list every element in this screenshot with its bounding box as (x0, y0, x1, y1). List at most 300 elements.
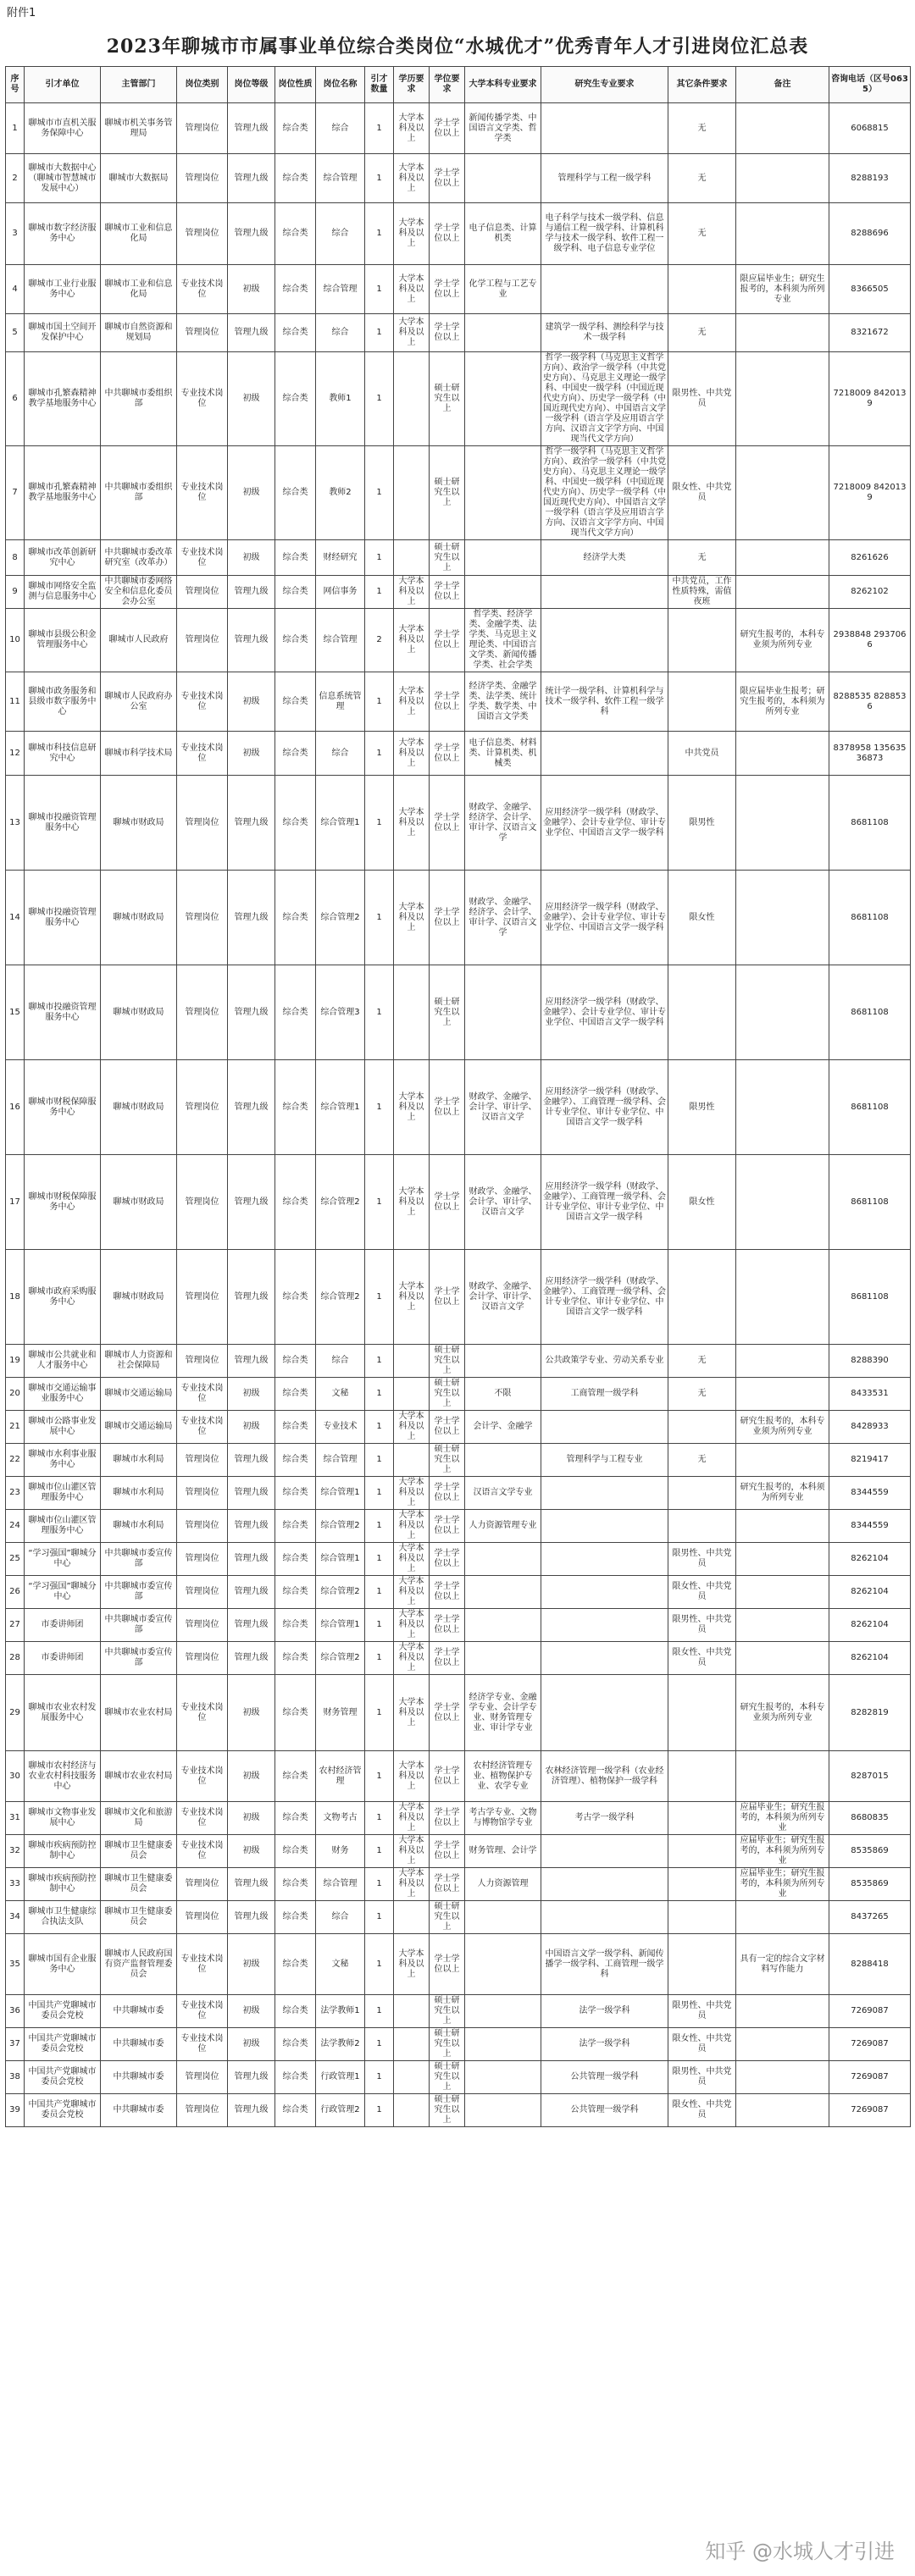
table-cell (736, 2094, 829, 2127)
table-row (6, 732, 911, 776)
table-cell: 研究生报考的，本科专业须为所列专业 (736, 1675, 829, 1751)
table-cell: 管理岗位 (177, 1444, 228, 1477)
table-cell: 1 (365, 314, 394, 352)
table-cell: 综合管理2 (316, 1576, 365, 1609)
table-cell: 聊城市疾病预防控制中心 (25, 1835, 101, 1868)
table-cell (736, 540, 829, 576)
table-cell: 综合管理 (316, 1868, 365, 1901)
table-cell: 专业技术岗位 (177, 1411, 228, 1444)
column-header: 其它条件要求 (668, 67, 736, 103)
table-cell: 人力资源管理专业 (465, 1510, 541, 1543)
table-cell: 专业技术岗位 (177, 446, 228, 540)
table-row (6, 576, 911, 609)
table-cell: 法学一级学科 (541, 2028, 668, 2061)
table-cell: 综合类 (275, 1609, 316, 1642)
table-cell: 综合管理 (316, 1444, 365, 1477)
table-cell: 综合管理1 (316, 1609, 365, 1642)
watermark-text: 知乎 @水城人才引进 (705, 2540, 895, 2563)
table-cell: 学士学位以上 (430, 576, 465, 609)
table-cell: 聊城市位山灌区管理服务中心 (25, 1477, 101, 1510)
table-cell: 聊城市机关事务管理局 (101, 103, 177, 154)
table-cell: 应届毕业生；研究生报考的，本科须为所列专业 (736, 1868, 829, 1901)
table-cell (736, 1751, 829, 1802)
table-cell: 1 (365, 1901, 394, 1934)
table-row (6, 1934, 911, 1995)
table-cell: 限女性、中共党员 (668, 2028, 736, 2061)
table-cell: 管理岗位 (177, 1060, 228, 1155)
table-cell (736, 576, 829, 609)
table-cell: 综合管理3 (316, 965, 365, 1060)
table-cell: 限女性、中共党员 (668, 446, 736, 540)
table-cell (736, 1576, 829, 1609)
table-cell: “学习强国”聊城分中心 (25, 1576, 101, 1609)
table-cell: 6 (6, 352, 25, 446)
table-row (6, 314, 911, 352)
table-cell: 聊城市财政局 (101, 776, 177, 871)
table-cell: 专业技术岗位 (177, 1675, 228, 1751)
table-cell: 8219417 (829, 1444, 911, 1477)
table-cell: 聊城市卫生健康委员会 (101, 1901, 177, 1934)
table-cell: 市委讲师团 (25, 1609, 101, 1642)
table-cell: 聊城市科学技术局 (101, 732, 177, 776)
table-cell: 12 (6, 732, 25, 776)
table-cell: 大学本科及以上 (394, 1802, 430, 1835)
table-cell: 聊城市疾病预防控制中心 (25, 1868, 101, 1901)
table-cell (736, 1901, 829, 1934)
table-cell: 学士学位以上 (430, 1868, 465, 1901)
table-cell: 中国共产党聊城市委员会党校 (25, 2028, 101, 2061)
table-cell: 2938848 2937066 (829, 609, 911, 672)
column-header: 引才数量 (365, 67, 394, 103)
table-cell: 大学本科及以上 (394, 1609, 430, 1642)
table-cell: 综合管理2 (316, 1510, 365, 1543)
table-row (6, 776, 911, 871)
table-cell (541, 1576, 668, 1609)
table-cell: 1 (365, 1378, 394, 1411)
table-cell: 统计学一级学科、计算机科学与技术一级学科、软件工程一级学科 (541, 672, 668, 732)
table-cell: 专业技术岗位 (177, 2028, 228, 2061)
table-row (6, 1155, 911, 1250)
table-row (6, 1642, 911, 1675)
table-cell: 聊城市水利事业服务中心 (25, 1444, 101, 1477)
table-cell (668, 265, 736, 314)
table-cell: 学士学位以上 (430, 1751, 465, 1802)
table-cell: 38 (6, 2061, 25, 2094)
table-cell: 中共聊城市委 (101, 2094, 177, 2127)
table-row (6, 1477, 911, 1510)
table-cell: 1 (365, 672, 394, 732)
table-cell: 管理九级 (228, 103, 275, 154)
table-cell (465, 2028, 541, 2061)
table-cell (394, 1378, 430, 1411)
table-cell: 学士学位以上 (430, 732, 465, 776)
table-cell: 管理九级 (228, 1868, 275, 1901)
table-cell (736, 965, 829, 1060)
table-cell: 无 (668, 540, 736, 576)
table-cell (465, 1609, 541, 1642)
table-cell: 聊城市网络安全监测与信息服务中心 (25, 576, 101, 609)
table-cell: 聊城市投融资管理服务中心 (25, 776, 101, 871)
table-cell: 综合类 (275, 352, 316, 446)
table-cell: 行政管理1 (316, 2061, 365, 2094)
table-cell: 聊城市水利局 (101, 1444, 177, 1477)
table-cell (736, 1510, 829, 1543)
table-cell: 财经研究 (316, 540, 365, 576)
table-cell: 1 (365, 1345, 394, 1378)
table-cell: 33 (6, 1868, 25, 1901)
table-cell: 聊城市政府采购服务中心 (25, 1250, 101, 1345)
table-cell: 限男性 (668, 1060, 736, 1155)
table-cell: 硕士研究生以上 (430, 2094, 465, 2127)
table-cell: 综合类 (275, 776, 316, 871)
table-cell: 工商管理一级学科 (541, 1378, 668, 1411)
table-cell: 专业技术岗位 (177, 352, 228, 446)
table-cell: 综合类 (275, 2061, 316, 2094)
document-title: 2023年聊城市市属事业单位综合类岗位“水城优才”优秀青年人才引进岗位汇总表 (106, 36, 809, 58)
table-cell (736, 352, 829, 446)
table-body (6, 103, 911, 2127)
table-cell: 8681108 (829, 776, 911, 871)
table-cell: 大学本科及以上 (394, 1155, 430, 1250)
table-cell: 无 (668, 103, 736, 154)
table-row (6, 2094, 911, 2127)
table-cell: 大学本科及以上 (394, 1576, 430, 1609)
table-row (6, 540, 911, 576)
table-cell: 初级 (228, 732, 275, 776)
table-row (6, 672, 911, 732)
table-row (6, 203, 911, 265)
table-cell: 综合类 (275, 1543, 316, 1576)
column-header: 引才单位 (25, 67, 101, 103)
table-cell: 19 (6, 1345, 25, 1378)
table-cell: 聊城市科技信息研究中心 (25, 732, 101, 776)
table-cell: 管理岗位 (177, 1543, 228, 1576)
table-cell: 综合管理2 (316, 871, 365, 965)
table-cell (465, 965, 541, 1060)
column-header: 岗位性质 (275, 67, 316, 103)
table-cell (668, 1250, 736, 1345)
table-cell (668, 1802, 736, 1835)
table-cell: 专业技术岗位 (177, 1751, 228, 1802)
table-cell: 管理九级 (228, 871, 275, 965)
table-cell: 15 (6, 965, 25, 1060)
table-cell: 大学本科及以上 (394, 154, 430, 203)
table-cell: 专业技术 (316, 1411, 365, 1444)
table-row (6, 446, 911, 540)
table-cell: 管理科学与工程一级学科 (541, 154, 668, 203)
table-cell: 农村经济管理专业、植物保护专业、农学专业 (465, 1751, 541, 1802)
table-cell: 管理九级 (228, 1345, 275, 1378)
table-cell: 学士学位以上 (430, 203, 465, 265)
table-cell: 中共聊城市委宣传部 (101, 1576, 177, 1609)
table-cell: 综合类 (275, 1345, 316, 1378)
table-cell (394, 965, 430, 1060)
table-row (6, 1510, 911, 1543)
table-cell (465, 1345, 541, 1378)
table-cell: 1 (365, 1751, 394, 1802)
table-cell: 初级 (228, 446, 275, 540)
table-cell (541, 1901, 668, 1934)
table-cell: 初级 (228, 352, 275, 446)
table-cell: 聊城市财税保障服务中心 (25, 1060, 101, 1155)
table-cell: 8535869 (829, 1835, 911, 1868)
table-row (6, 1378, 911, 1411)
table-cell: 综合类 (275, 1576, 316, 1609)
table-cell: 综合类 (275, 576, 316, 609)
table-cell: 综合管理 (316, 154, 365, 203)
table-cell: 应用经济学一级学科（财政学、金融学）、工商管理一级学科、会计专业学位、审计专业学位、中国语言文学一级学科 (541, 1250, 668, 1345)
table-cell (394, 2094, 430, 2127)
table-cell: 10 (6, 609, 25, 672)
table-cell: 会计学、金融学 (465, 1411, 541, 1444)
table-cell: 7 (6, 446, 25, 540)
table-cell: 管理岗位 (177, 1868, 228, 1901)
table-cell: 31 (6, 1802, 25, 1835)
table-cell: 管理九级 (228, 1543, 275, 1576)
table-cell: 硕士研究生以上 (430, 2028, 465, 2061)
table-cell (394, 1995, 430, 2028)
table-cell: 1 (365, 1995, 394, 2028)
table-cell: 管理岗位 (177, 776, 228, 871)
table-cell: 财政学、金融学、会计学、审计学、汉语言文学 (465, 1060, 541, 1155)
table-cell (465, 1995, 541, 2028)
table-cell: 学士学位以上 (430, 1609, 465, 1642)
table-cell: 学士学位以上 (430, 1250, 465, 1345)
table-cell: 经济学类、金融学类、法学类、统计学类、数学类、中国语言文学类 (465, 672, 541, 732)
table-cell: 综合管理1 (316, 1543, 365, 1576)
table-cell (668, 1868, 736, 1901)
table-cell: 大学本科及以上 (394, 1675, 430, 1751)
table-cell: 管理岗位 (177, 1477, 228, 1510)
table-cell: 中共聊城市委 (101, 2061, 177, 2094)
table-cell: 综合类 (275, 672, 316, 732)
table-cell: 经济学专业、金融学专业、会计学专业、财务管理专业、审计学专业 (465, 1675, 541, 1751)
table-cell: 无 (668, 314, 736, 352)
table-cell: 财政学、金融学、经济学、会计学、审计学、汉语言文学 (465, 871, 541, 965)
table-cell: 8288418 (829, 1934, 911, 1995)
table-cell: 经济学大类 (541, 540, 668, 576)
table-cell: 聊城市交通运输局 (101, 1378, 177, 1411)
table-cell: 学士学位以上 (430, 1802, 465, 1835)
table-cell: 专业技术岗位 (177, 540, 228, 576)
table-cell: 39 (6, 2094, 25, 2127)
table-cell: 硕士研究生以上 (430, 965, 465, 1060)
table-cell: 聊城市人民政府国有资产监督管理委员会 (101, 1934, 177, 1995)
table-cell: 综合类 (275, 1060, 316, 1155)
table-cell: 聊城市大数据中心（聊城市智慧城市发展中心） (25, 154, 101, 203)
table-cell: 大学本科及以上 (394, 1835, 430, 1868)
table-cell: 聊城市农业农村局 (101, 1675, 177, 1751)
table-cell: 综合类 (275, 871, 316, 965)
table-cell: 无 (668, 154, 736, 203)
table-cell: 聊城市国有企业服务中心 (25, 1934, 101, 1995)
table-cell (736, 446, 829, 540)
table-cell: 聊城市卫生健康委员会 (101, 1868, 177, 1901)
table-cell: 1 (6, 103, 25, 154)
table-cell: 综合 (316, 732, 365, 776)
table-row (6, 1675, 911, 1751)
table-cell: 综合类 (275, 1901, 316, 1934)
table-cell: 学士学位以上 (430, 103, 465, 154)
table-cell: 6068815 (829, 103, 911, 154)
table-cell: 管理岗位 (177, 2061, 228, 2094)
table-cell: 硕士研究生以上 (430, 540, 465, 576)
table-cell (736, 871, 829, 965)
table-cell: 23 (6, 1477, 25, 1510)
table-cell: 综合类 (275, 1378, 316, 1411)
table-cell: 32 (6, 1835, 25, 1868)
table-cell: 1 (365, 776, 394, 871)
table-cell: 硕士研究生以上 (430, 352, 465, 446)
table-cell: 5 (6, 314, 25, 352)
table-cell: 8437265 (829, 1901, 911, 1934)
table-cell (541, 265, 668, 314)
table-row (6, 1835, 911, 1868)
table-cell: 30 (6, 1751, 25, 1802)
table-cell: 7269087 (829, 1995, 911, 2028)
table-row (6, 352, 911, 446)
table-cell: 8261626 (829, 540, 911, 576)
table-cell (736, 1250, 829, 1345)
table-cell: 行政管理2 (316, 2094, 365, 2127)
table-cell: 电子信息类、材料类、计算机类、机械类 (465, 732, 541, 776)
table-cell: 初级 (228, 1995, 275, 2028)
table-row (6, 609, 911, 672)
table-cell: 综合类 (275, 2028, 316, 2061)
table-cell: 综合类 (275, 609, 316, 672)
table-row (6, 1995, 911, 2028)
table-cell: 34 (6, 1901, 25, 1934)
table-cell: 应用经济学一级学科（财政学、金融学）、工商管理一级学科、会计专业学位、审计专业学位、中国语言文学一级学科 (541, 1155, 668, 1250)
table-cell: 7218009 8420139 (829, 352, 911, 446)
table-cell: 财务管理、会计学 (465, 1835, 541, 1868)
table-cell: 中国语言文学一级学科、新闻传播学一级学科、工商管理一级学科 (541, 1934, 668, 1995)
table-cell: 聊城市人民政府办公室 (101, 672, 177, 732)
table-cell: 8262104 (829, 1642, 911, 1675)
table-cell: 限女性、中共党员 (668, 2094, 736, 2127)
table-cell: 哲学一级学科（马克思主义哲学方向）、政治学一级学科（中共党史方向）、马克思主义理论一级学科、中国史一级学科（中国近现代史方向）、历史学一级学科（中国近现代史方向）、中国语言文学一级学科（语言学及应用语言学方向、汉语言文字学方向、中国现当代文学方向） (541, 352, 668, 446)
table-row (6, 154, 911, 203)
table-cell: 公共管理一级学科 (541, 2061, 668, 2094)
table-cell: 学士学位以上 (430, 1576, 465, 1609)
table-row (6, 103, 911, 154)
table-cell: 法学教师1 (316, 1995, 365, 2028)
table-cell: 具有一定的综合文字材料写作能力 (736, 1934, 829, 1995)
table-cell: 管理岗位 (177, 1576, 228, 1609)
table-cell: 1 (365, 446, 394, 540)
table-cell: 学士学位以上 (430, 1155, 465, 1250)
table-cell: 聊城市工业和信息化局 (101, 203, 177, 265)
table-cell: 7269087 (829, 2028, 911, 2061)
table-cell: 考古学专业、文物与博物馆学专业 (465, 1802, 541, 1835)
table-row (6, 2061, 911, 2094)
table-cell (465, 540, 541, 576)
table-cell: 16 (6, 1060, 25, 1155)
table-cell: 聊城市大数据局 (101, 154, 177, 203)
column-header: 岗位类别 (177, 67, 228, 103)
table-cell: 学士学位以上 (430, 1510, 465, 1543)
table-cell: 大学本科及以上 (394, 1934, 430, 1995)
table-cell (668, 1934, 736, 1995)
column-header: 大学本科专业要求 (465, 67, 541, 103)
table-cell: 11 (6, 672, 25, 732)
table-cell: 综合类 (275, 1868, 316, 1901)
table-cell: 1 (365, 2028, 394, 2061)
table-cell: “学习强国”聊城分中心 (25, 1543, 101, 1576)
table-cell: 大学本科及以上 (394, 1751, 430, 1802)
table-cell: 无 (668, 1378, 736, 1411)
table-cell: 聊城市位山灌区管理服务中心 (25, 1510, 101, 1543)
table-cell: 专业技术岗位 (177, 732, 228, 776)
table-row (6, 2028, 911, 2061)
table-cell: 学士学位以上 (430, 776, 465, 871)
table-cell: 1 (365, 1609, 394, 1642)
table-cell: 7269087 (829, 2094, 911, 2127)
table-cell (736, 1543, 829, 1576)
table-cell: 聊城市财政局 (101, 871, 177, 965)
table-cell: 市委讲师团 (25, 1642, 101, 1675)
table-cell: 限男性、中共党员 (668, 1995, 736, 2028)
table-cell: 综合管理1 (316, 1060, 365, 1155)
table-cell: 1 (365, 732, 394, 776)
table-cell: 1 (365, 1250, 394, 1345)
table-cell: 29 (6, 1675, 25, 1751)
table-cell: 管理九级 (228, 2061, 275, 2094)
table-cell: 聊城市农业农村局 (101, 1751, 177, 1802)
table-cell: 管理岗位 (177, 1155, 228, 1250)
table-cell: 8680835 (829, 1802, 911, 1835)
table-cell: 哲学一级学科（马克思主义哲学方向）、政治学一级学科（中共党史方向）、马克思主义理论一级学科、中国史一级学科（中国近现代史方向）、历史学一级学科（中国近现代史方向）、中国语言文学一级学科（语言学及应用语言学方向、汉语言文字学方向、中国现当代文学方向） (541, 446, 668, 540)
table-cell: 化学工程与工艺专业 (465, 265, 541, 314)
table-cell: 综合类 (275, 314, 316, 352)
table-cell: 中国共产党聊城市委员会党校 (25, 2094, 101, 2127)
table-cell (541, 1411, 668, 1444)
table-cell: 聊城市文物事业发展中心 (25, 1802, 101, 1835)
table-cell: 聊城市人力资源和社会保障局 (101, 1345, 177, 1378)
table-cell (541, 1675, 668, 1751)
table-cell (465, 446, 541, 540)
table-cell (465, 352, 541, 446)
table-cell: 人力资源管理 (465, 1868, 541, 1901)
table-cell: 综合管理 (316, 609, 365, 672)
table-cell: 中共聊城市委宣传部 (101, 1609, 177, 1642)
table-cell: 1 (365, 1802, 394, 1835)
table-cell: 26 (6, 1576, 25, 1609)
table-cell: 1 (365, 576, 394, 609)
table-cell: 学士学位以上 (430, 1411, 465, 1444)
table-cell: 文秘 (316, 1378, 365, 1411)
table-cell: 专业技术岗位 (177, 1995, 228, 2028)
table-cell (736, 1609, 829, 1642)
table-cell: 1 (365, 1543, 394, 1576)
table-cell (736, 154, 829, 203)
table-cell (668, 1510, 736, 1543)
table-cell: 聊城市人民政府 (101, 609, 177, 672)
table-cell: 1 (365, 1934, 394, 1995)
table-cell: 综合类 (275, 1444, 316, 1477)
table-cell: 综合类 (275, 1642, 316, 1675)
table-cell: 学士学位以上 (430, 1642, 465, 1675)
table-cell: 1 (365, 540, 394, 576)
table-cell (668, 672, 736, 732)
table-cell: 1 (365, 1576, 394, 1609)
table-cell: 大学本科及以上 (394, 265, 430, 314)
table-cell: 应用经济学一级学科（财政学、金融学）、会计专业学位、审计专业学位、中国语言文学一级学科 (541, 965, 668, 1060)
table-cell: 管理九级 (228, 1155, 275, 1250)
table-cell: 财政学、金融学、会计学、审计学、汉语言文学 (465, 1155, 541, 1250)
table-cell (541, 1835, 668, 1868)
table-cell: 初级 (228, 1934, 275, 1995)
